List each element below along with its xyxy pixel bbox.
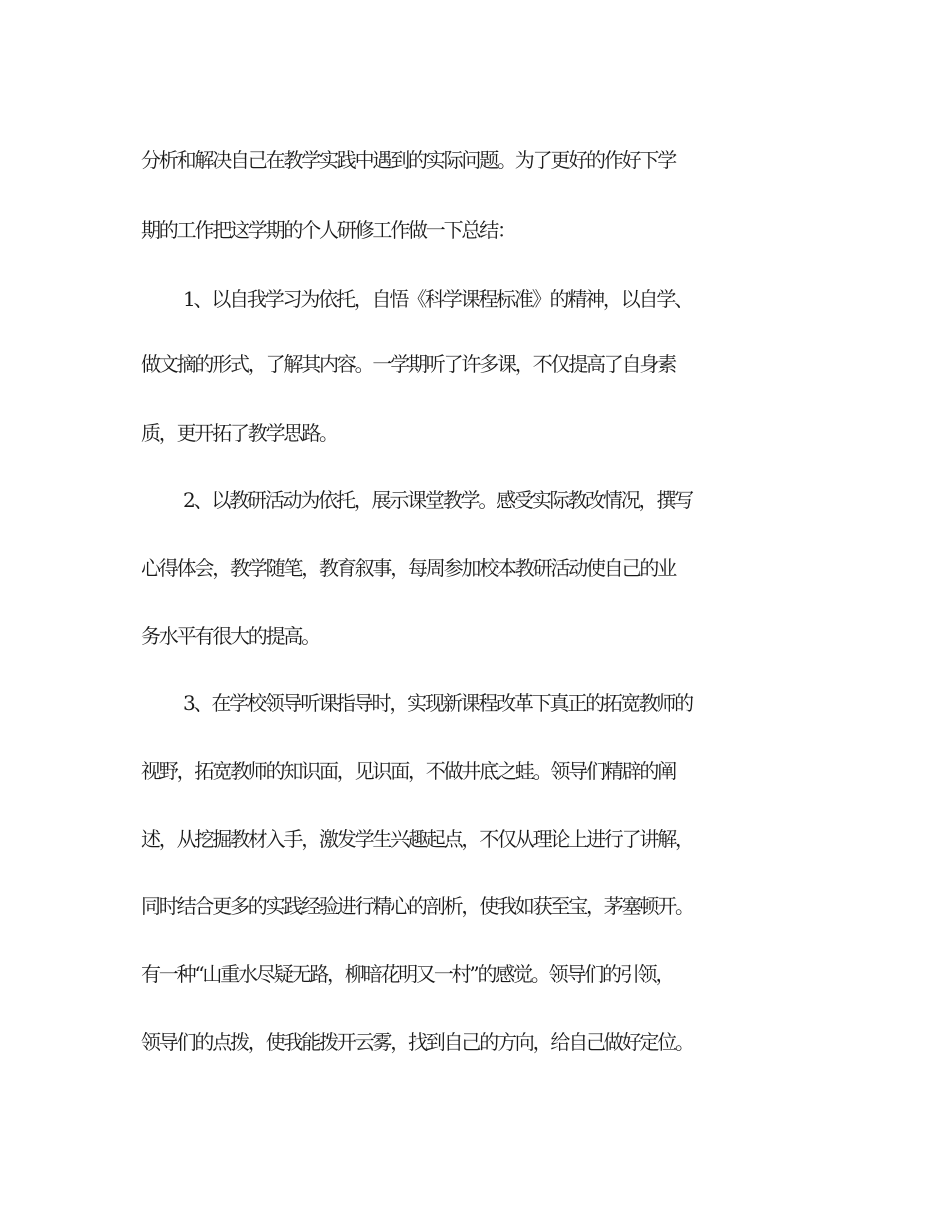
text-line: 2、以教研活动为依托，展示课堂教学。感受实际教改情况，撰写	[183, 488, 692, 512]
text-line: 期的工作把这学期的个人研修工作做一下总结：	[141, 218, 515, 242]
text-line: 3、在学校领导听课指导时，实现新课程改革下真正的拓宽教师的	[183, 691, 692, 715]
text-line: 领导们的点拨，使我能拨开云雾，找到自己的方向，给自己做好定位。	[141, 1030, 693, 1054]
text-line: 有一种“山重水尽疑无路，柳暗花明又一村”的感觉。领导们的引领，	[141, 962, 674, 986]
text-line: 视野，拓宽教师的知识面，见识面，不做井底之蛙。领导们精辟的阐	[141, 759, 675, 783]
text-line: 质，更开拓了教学思路。	[141, 421, 337, 445]
text-line: 做文摘的形式，了解其内容。一学期听了许多课，不仅提高了自身素	[141, 352, 675, 376]
text-line: 分析和解决自己在教学实践中遇到的实际问题。为了更好的作好下学	[141, 148, 675, 172]
text-line: 务水平有很大的提高。	[141, 624, 319, 648]
text-line: 1、以自我学习为依托，自悟《科学课程标准》的精神，以自学、	[183, 287, 692, 311]
text-line: 心得体会，教学随笔，教育叙事，每周参加校本教研活动使自己的业	[141, 556, 675, 580]
text-line: 述，从挖掘教材入手，激发学生兴趣起点，不仅从理论上进行了讲解，	[141, 827, 693, 851]
text-line: 同时结合更多的实践经验进行精心的剖析，使我如获至宝，茅塞顿开。	[141, 894, 693, 918]
